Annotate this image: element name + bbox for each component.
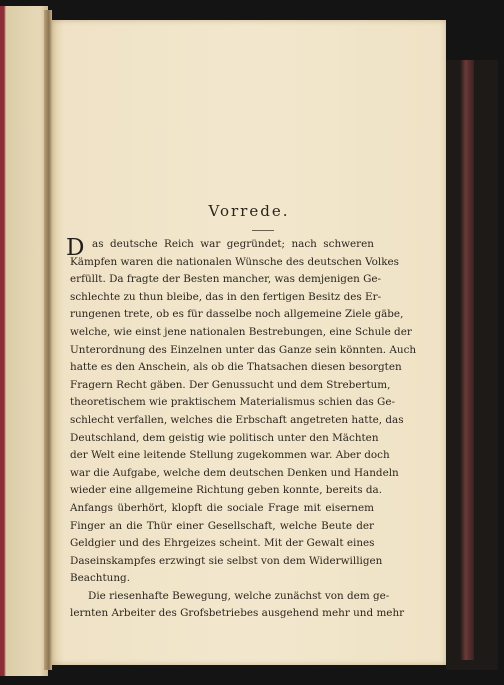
text-line: Fragern Recht gäben. Der Genussucht und dem Strebertum, xyxy=(70,378,391,391)
text-line: Daseinskampfes erzwingt sie selbst von dem Widerwilligen xyxy=(70,554,383,567)
page-title: Vorrede. xyxy=(208,202,290,220)
text-line: Die riesenhafte Bewegung, welche zunächst von dem ge- xyxy=(88,589,390,602)
body-text xyxy=(70,236,417,623)
text-line: schlecht verfallen, welches die Erbschaft angetreten hatte, das xyxy=(70,413,404,426)
text-line: Anfangs überhört, klopft die sociale Frage mit eisernem xyxy=(70,501,374,514)
text-line: hatte es den Anschein, als ob die Thatsachen diesen besorgten xyxy=(70,361,402,374)
title-rule xyxy=(252,230,274,231)
text-line: rungenen trete, ob es für dasselbe noch allgemeine Ziele gäbe, xyxy=(70,308,404,321)
text-line: Geldgier und des Ehrgeizes scheint. Mit der Gewalt eines xyxy=(70,537,375,550)
book-gutter xyxy=(44,10,52,670)
text-line: erfüllt. Da fragte der Besten mancher, was demjenigen Ge- xyxy=(70,273,382,286)
text-line: Kämpfen waren die nationalen Wünsche des deutschen Volkes xyxy=(70,255,400,268)
text-line: Finger an die Thür einer Gesellschaft, welche Beute der xyxy=(70,519,374,532)
text-line: Unterordnung des Einzelnen unter das Ganze sein könnten. Auch xyxy=(70,343,417,356)
left-page-edge xyxy=(0,6,48,676)
text-line: der Welt eine leitende Stellung zugekommen war. Aber doch xyxy=(70,449,390,462)
text-line: Deutschland, dem geistig wie politisch unter den Mächten xyxy=(70,431,379,444)
text-line: Beachtung. xyxy=(70,572,131,585)
drop-cap: D xyxy=(66,235,85,261)
text-line: lernten Arbeiter des Grofsbetriebes ausgehend mehr und mehr xyxy=(70,607,405,620)
text-line: welche, wie einst jene nationalen Bestrebungen, eine Schule der xyxy=(70,325,412,338)
text-line: schlechte zu thun bleibe, das in den fertigen Besitz des Er- xyxy=(70,290,382,303)
text-line: as deutsche Reich war gegründet; nach schweren xyxy=(92,238,374,250)
text-line: war die Aufgabe, welche dem deutschen Denken und Handeln xyxy=(70,466,399,479)
text-line: wieder eine allgemeine Richtung geben konnte, bereits da. xyxy=(70,484,382,497)
text-line: theoretischem wie praktischem Materialismus schien das Ge- xyxy=(70,396,396,409)
book-spine-stripe xyxy=(460,60,474,660)
